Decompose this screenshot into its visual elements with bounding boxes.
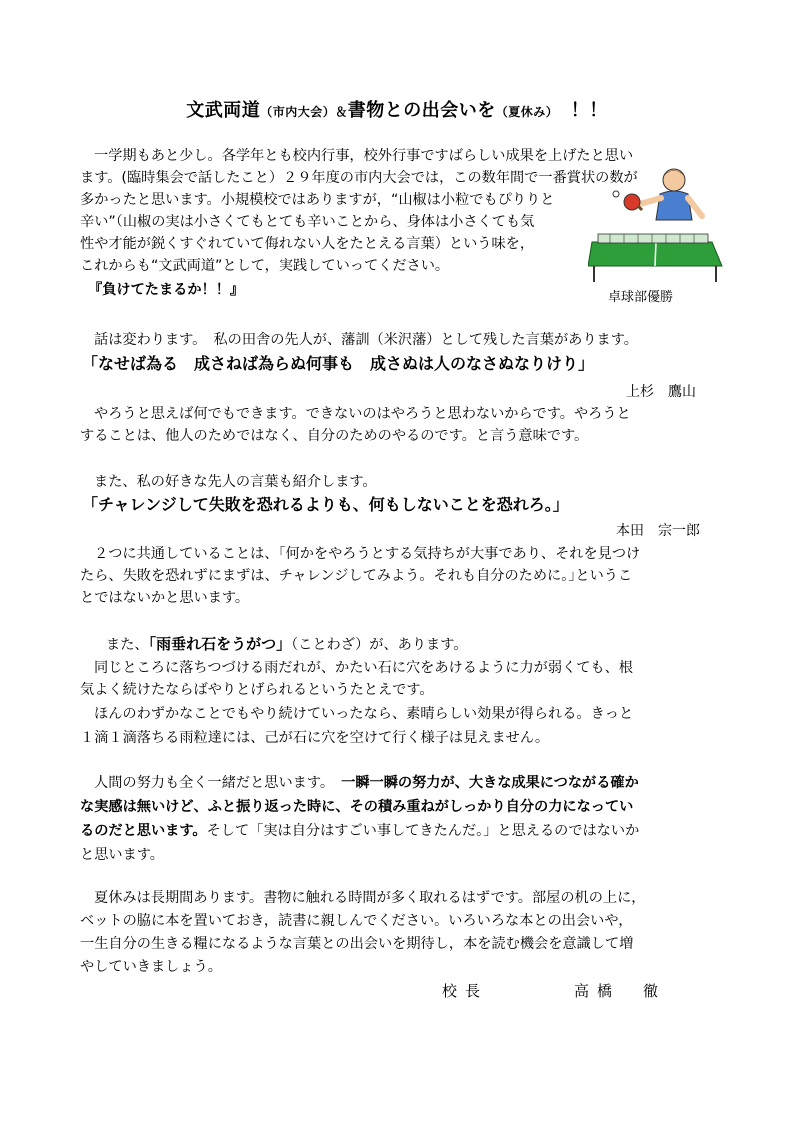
- table-tennis-illustration: [588, 158, 724, 284]
- proverb-text: 「雨垂れ石をうがつ」: [148, 635, 292, 653]
- effort-line-3: [80, 821, 639, 841]
- quote-2: 「チャレンジして失敗を恐れるよりも、何もしないことを恐れろ。」: [82, 495, 569, 514]
- title-part-2: 書物との出会いを: [347, 100, 496, 121]
- effort-line-1: [94, 773, 639, 793]
- common-line-2: たら、失敗を恐れずにまずは、チャレンジしてみよう。それも自分のために。｣というこ: [80, 568, 633, 584]
- intro-line-3: 多かったと思います。小規模校ではありますが，“山椒は小粒でもぴりりと: [80, 192, 555, 208]
- title-exclaim: ！！: [570, 100, 608, 121]
- effort-line-2: な実感は無いけど、ふと振り返った時に、その積み重ねがしっかり自分の力になってい: [80, 799, 634, 815]
- proverb-pre: また、: [106, 637, 149, 653]
- intro-line-4: 辛い”（山椒の実は小さくてもとても辛いことから、身体は小さくても気: [80, 214, 535, 230]
- intro-line-2: ます。(臨時集会で話したこと）２９年度の市内大会では，この数年間で一番賞状の数が: [80, 170, 638, 186]
- title-sub-2: （夏休み）: [495, 105, 553, 119]
- intro-line-5: 性や才能が鋭くすぐれていて侮れない人をたとえる言葉）という味を，: [80, 236, 535, 252]
- proverb-explain-3: ほんのわずかなことでもやり続けていったなら、素晴らしい効果が得られる。きっと: [94, 706, 634, 722]
- summer-line-2: ベットの脇に本を置いておき，読書に親しんでください。いろいろな本との出会いや，: [80, 913, 633, 929]
- proverb-explain-1: 同じところに落ちつづける雨だれが、かたい石に穴をあけるように力が弱くても、根: [94, 660, 633, 676]
- signature-role: 校長: [442, 982, 489, 1000]
- intro-line-1: 一学期もあと少し。各学年とも校内行事，校外行事ですばらしい成果を上げたと思い: [94, 148, 634, 164]
- quote-1-explain-2: することは、他人のためではなく、自分のためのやるのです。と言う意味です。: [80, 428, 589, 444]
- title-ampersand: ＆: [335, 105, 348, 119]
- title-part-1: 文武両道: [186, 100, 261, 121]
- quote-1-explain-1: やろうと思えば何でもできます。できないのはやろうと思わないからです。やろうと: [94, 406, 631, 422]
- effort-line-3-plain: そして「実は自分はすごい事してきたんだ。」と思えるのではないか: [206, 823, 640, 839]
- title-sub-1: （市内大会）: [260, 105, 336, 119]
- common-line-1: ２つに共通していることは、｢何かをやろうとする気持ちが大事であり、それを見つけ: [94, 546, 641, 562]
- proverb-post: （ことわざ）が、あります。: [291, 637, 468, 653]
- effort-line-3-bold: るのだと思います。: [80, 823, 207, 839]
- quote-1-author: 上杉 鷹山: [626, 384, 696, 400]
- signature-name: 高橋 徹: [574, 982, 667, 1000]
- intro-line-6: これからも“文武両道”として，実践していってください。: [80, 258, 450, 274]
- summer-line-1: 夏休みは長期間あります。書物に触れる時間が多く取れるはずです。部屋の机の上に，: [94, 890, 646, 906]
- page-title: [0, 96, 794, 122]
- quote-1: 「なせば為る 成さねば為らぬ何事も 成さぬは人のなさぬなりけり」: [82, 354, 595, 373]
- proverb-line: [106, 634, 467, 655]
- quote-2-author: 本田 宗一郎: [616, 523, 700, 539]
- effort-line-1-plain: 人間の努力も全く一緒だと思います。: [94, 775, 327, 791]
- effort-line-1-bold: 一瞬一瞬の努力が、大きな成果につながる確か: [341, 775, 639, 791]
- proverb-explain-2: 気よく続けたならばやりとげられるというたとえです。: [80, 682, 434, 698]
- summer-line-4: やしていきましょう。: [80, 959, 222, 975]
- effort-line-4: と思います。: [80, 847, 164, 863]
- slogan: 『負けてたまるか！！』: [88, 282, 245, 298]
- para2-intro: 話は変わります。 私の田舎の先人が、藩訓（米沢藩）として残した言葉があります。: [94, 332, 638, 348]
- common-line-3: とではないかと思います。: [80, 590, 250, 606]
- para3-intro: また、私の好きな先人の言葉も紹介します。: [94, 474, 377, 490]
- summer-line-3: 一生自分の生きる糧になるような言葉との出会いを期待し，本を読む機会を意識して増: [80, 936, 634, 952]
- illustration-caption: 卓球部優勝: [608, 290, 674, 305]
- proverb-explain-4: １滴１滴落ちる雨粒達には、己が石に穴を空けて行く様子は見えません。: [80, 730, 550, 746]
